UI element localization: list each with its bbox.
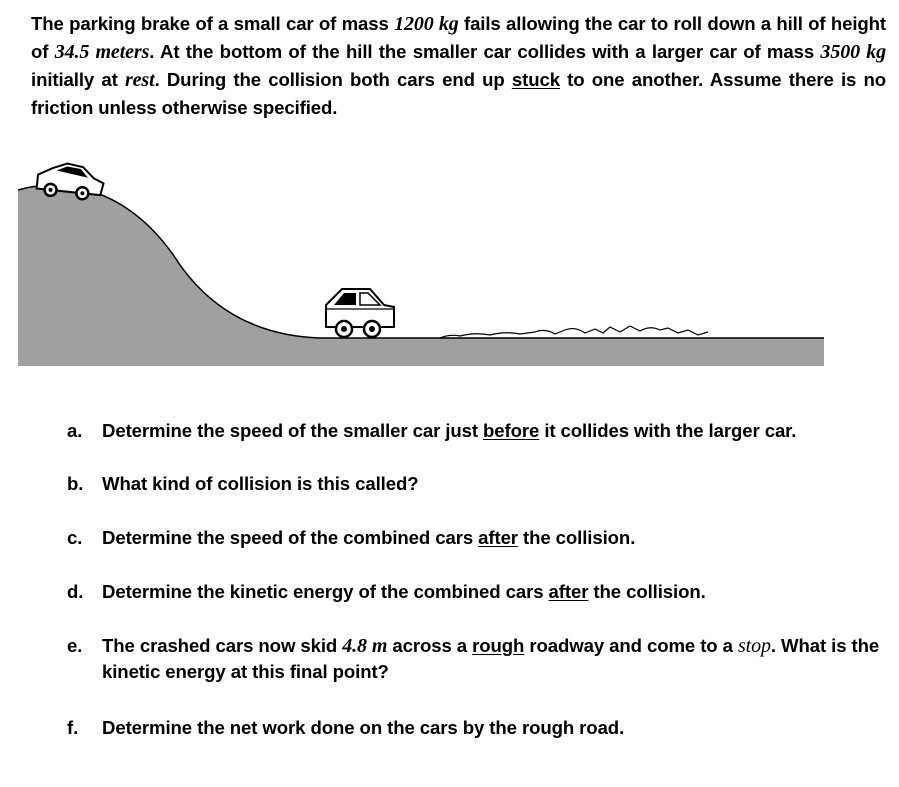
large-car-mass: 3500 kg (820, 41, 886, 63)
question-a-part2: it collides with the larger car. (539, 420, 797, 441)
stop-word: stop (737, 635, 771, 657)
question-d-underlined: after (548, 581, 589, 602)
question-c-underlined: after (478, 527, 518, 548)
question-c-part1: Determine the speed of the combined cars (102, 527, 479, 548)
small-car-mass: 1200 kg (394, 13, 459, 35)
large-car (326, 289, 394, 337)
question-f-text (102, 715, 887, 741)
question-e-part1: The crashed cars now skid (102, 635, 343, 656)
question-c-part2: the collision. (517, 527, 636, 548)
hill-height: 34.5 meters (54, 41, 150, 63)
question-a (67, 418, 887, 444)
question-a-letter: a. (67, 420, 83, 441)
question-b-text (102, 471, 887, 497)
intro-text-3: . At the bottom of the hill the smaller car collides with a larger car of mass (149, 41, 821, 62)
question-d-letter: d. (67, 581, 84, 602)
question-c-letter: c. (67, 527, 83, 548)
question-d-part1: Determine the kinetic energy of the combined cars (102, 581, 549, 602)
intro-text-2: fails allowing the car to roll down a hill of height of (31, 13, 886, 62)
question-f-part1: Determine the net work done on the cars by the rough road. (102, 717, 625, 738)
question-d-part2: the collision. (588, 581, 706, 602)
question-f (67, 715, 887, 741)
question-e-part3: roadway and come to a (524, 635, 738, 656)
question-b-part1: What kind of collision is this called? (102, 473, 419, 494)
intro-text-1: The parking brake of a small car of mass (31, 13, 395, 34)
question-e-letter: e. (67, 635, 83, 656)
intro-text-4: initially at (31, 69, 125, 90)
rest-word: rest (124, 69, 155, 91)
question-c-text (102, 525, 887, 551)
question-a-text (102, 418, 887, 444)
intro-text-5: . During the collision both cars end up (154, 69, 512, 90)
skid-distance: 4.8 m (342, 635, 388, 657)
question-f-letter: f. (67, 717, 79, 738)
question-c (67, 525, 887, 551)
question-d (67, 579, 887, 605)
question-a-part1: Determine the speed of the smaller car just (102, 420, 484, 441)
question-e-underlined: rough (472, 635, 525, 656)
problem-statement (31, 10, 886, 121)
hill-collision-figure (0, 140, 899, 380)
stuck-word: stuck (511, 69, 560, 90)
question-e-part4: . What is the kinetic energy at this final point? (102, 635, 880, 682)
hill-ground (18, 185, 824, 366)
intro-text-6: to one another. Assume there is no friction unless otherwise specified. (31, 69, 886, 118)
question-e-part2: across a (387, 635, 473, 656)
question-a-underlined: before (483, 420, 540, 441)
question-b-letter: b. (67, 473, 84, 494)
question-e (67, 633, 887, 685)
rough-road-marks (440, 326, 708, 338)
question-e-text (102, 633, 887, 685)
question-b (67, 471, 887, 497)
question-d-text (102, 579, 887, 605)
